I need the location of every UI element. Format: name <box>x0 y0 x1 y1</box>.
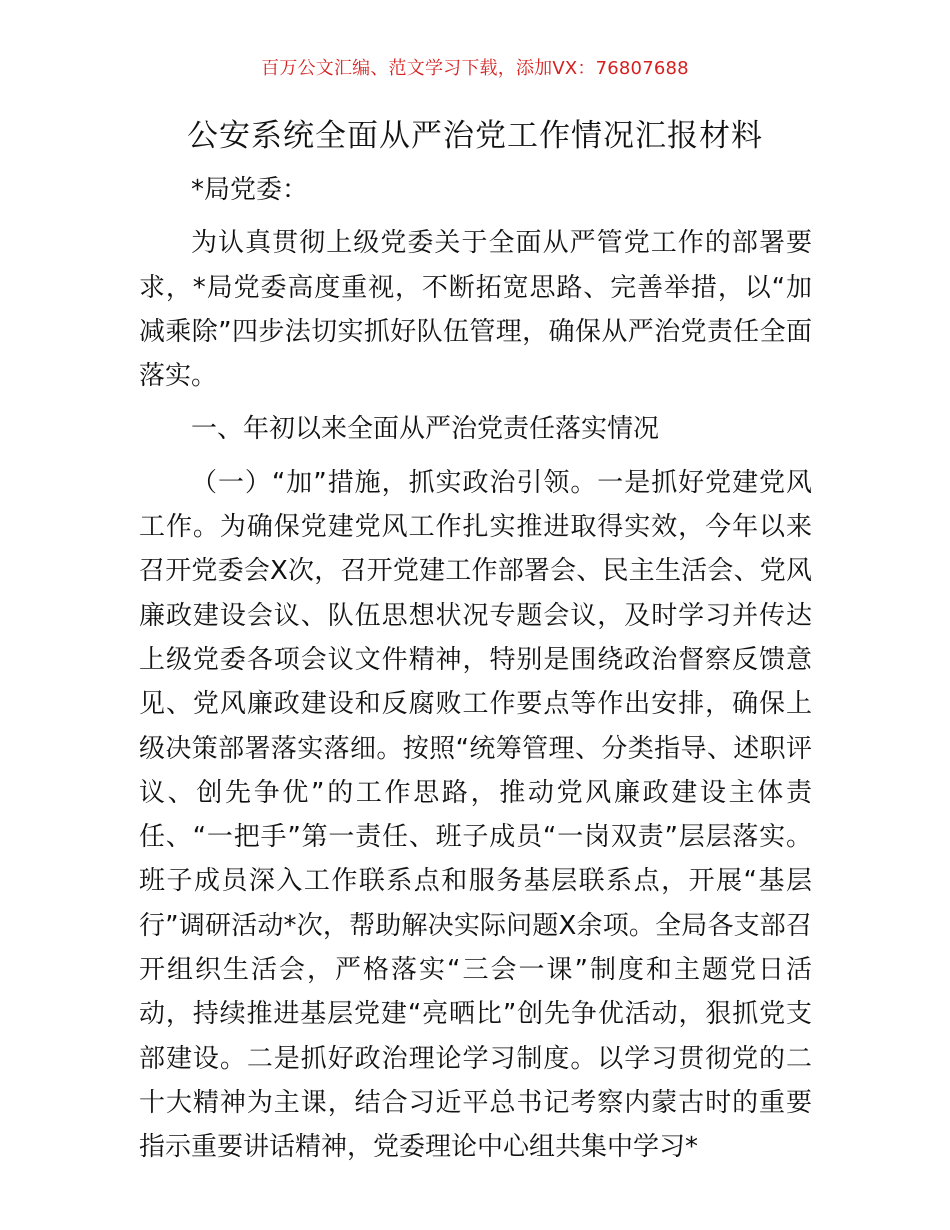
salutation: *局党委： <box>191 175 309 205</box>
section-heading: 一、年初以来全面从严治党责任落实情况 <box>191 414 660 445</box>
body-paragraph: （一）“加”措施，抓实政治引领。一是抓好党建党风工作。为确保党建党风工作扎实推进取得实效，今年以来召开党委会X次，召开党建工作部署会、民主生活会、党风廉政建设会议、队伍思想状况专题会议，及时学习并传达上级党委各项会议文件精神，特别是围绕政治督察反馈意见、党风廉政建设和反腐败工作要点等作出安排，确保上级决策部署落实落细。按照“统筹管理、分类指导、述职评议、创先争优”的工作思路，推动党风廉政建设主体责任、“一把手”第一责任、班子成员“一岗双责”层层落实。班子成员深入工作联系点和服务基层联系点，开展“基层行”调研活动*次，帮助解决实际问题X余项。全局各支部召开组织生活会，严格落实“三会一课”制度和主题党日活动，持续推进基层党建“亮晒比”创先争优活动，狠抓党支部建设。二是抓好政治理论学习制度。以学习贯彻党的二十大精神为主课，结合习近平总书记考察内蒙古时的重要指示重要讲话精神，党委理论中心组共集中学习* <box>139 467 812 1163</box>
intro-paragraph: 为认真贯彻上级党委关于全面从严管党工作的部署要求，*局党委高度重视，不断拓宽思路、完善举措，以“加减乘除”四步法切实抓好队伍管理，确保从严治党责任全面落实。 <box>139 228 812 392</box>
download-banner: 百万公文汇编、范文学习下载，添加VX：76807688 <box>261 58 689 79</box>
document-body <box>139 168 812 1170</box>
document-title: 公安系统全面从严治党工作情况汇报材料 <box>187 118 763 154</box>
